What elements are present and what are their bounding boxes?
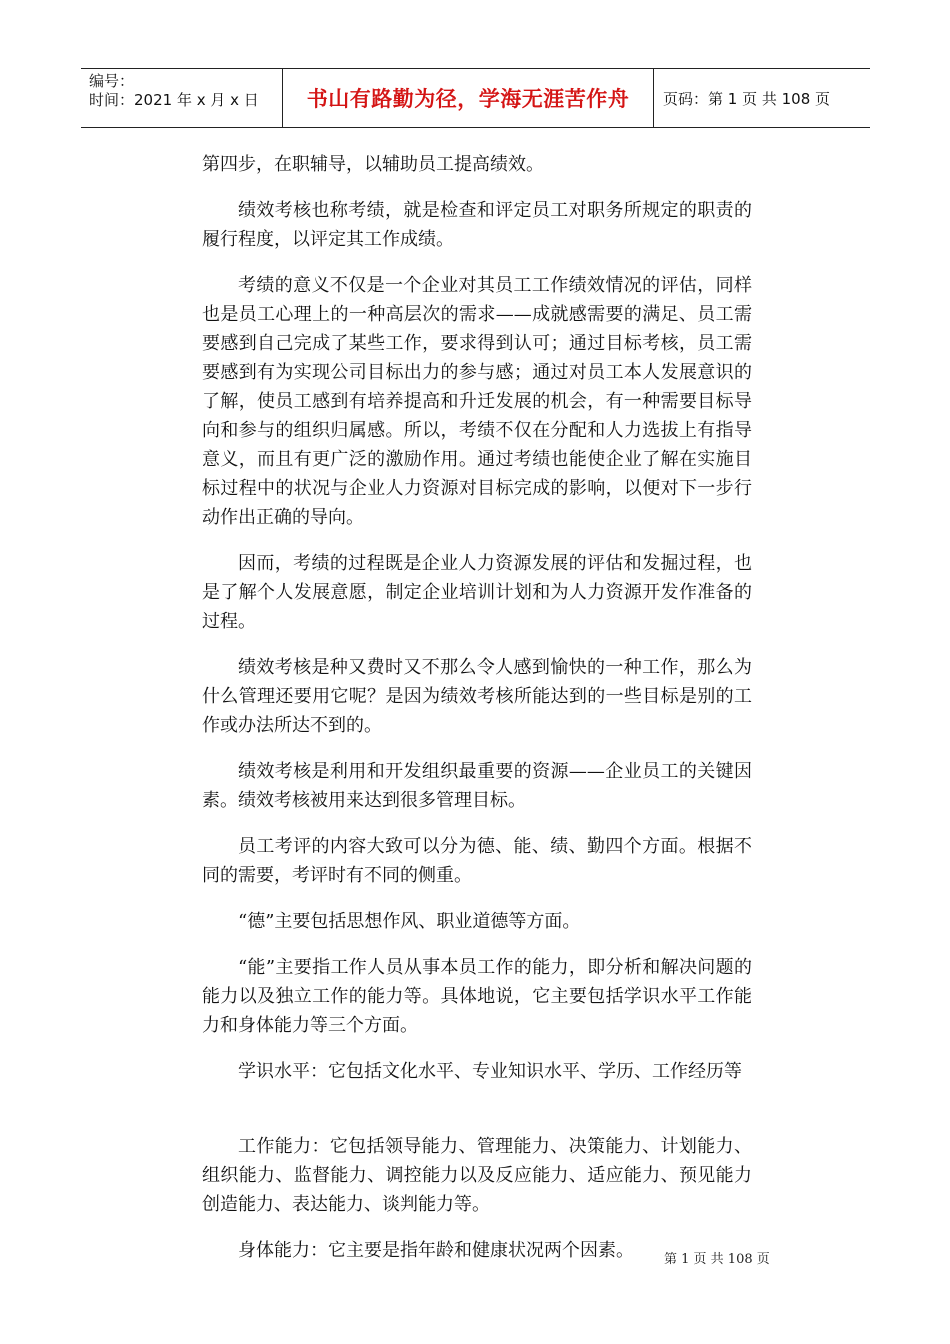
paragraph-virtue: “德”主要包括思想作风、职业道德等方面。 — [238, 911, 581, 932]
paragraph-content-aspects: 员工考评的内容大致可以分为德、能、绩、勤四个方面。根据不同的需要，考评时有不同的侧重。 — [202, 836, 752, 886]
paragraph-process: 因而，考绩的过程既是企业人力资源发展的评估和发掘过程，也是了解个人发展意愿，制定企业培训计划和为人力资源开发作准备的过程。 — [202, 553, 752, 632]
document-body — [202, 150, 752, 1282]
header-info-cell — [81, 69, 283, 127]
paragraph-physical-ability: 身体能力：它主要是指年龄和健康状况两个因素。 — [238, 1240, 634, 1261]
page-footer: 第 1 页 共 108 页 — [664, 1252, 770, 1267]
number-label: 编号： — [89, 72, 135, 90]
paragraph-key-factor: 绩效考核是利用和开发组织最重要的资源——企业员工的关键因素。绩效考核被用来达到很多管理目标。 — [202, 761, 752, 811]
paragraph-why-manage: 绩效考核是种又费时又不那么令人感到愉快的一种工作，那么为什么管理还要用它呢？是因为绩效考核所能达到的一些目标是别的工作或办法所达不到的。 — [202, 657, 752, 736]
document-header — [81, 68, 870, 128]
paragraph-knowledge-level: 学识水平：它包括文化水平、专业知识水平、学历、工作经历等 — [238, 1061, 742, 1082]
page-counter: 页码：第 1 页 共 108 页 — [663, 89, 831, 108]
time-label: 时间：2021 年 x 月 x 日 — [89, 91, 259, 109]
paragraph-definition: 绩效考核也称考绩，就是检查和评定员工对职务所规定的职责的履行程度，以评定其工作成绩。 — [202, 200, 752, 250]
paragraph-significance: 考绩的意义不仅是一个企业对其员工工作绩效情况的评估，同样也是员工心理上的一种高层次的需求——成就感需要的满足、员工需要感到自己完成了某些工作，要求得到认可；通过目标考核，员工需要感到有为实现公司目标出力的参与感；通过对员工本人发展意识的了解，使员工感到有培养提高和升迁发展的机会，有一种需要目标导向和参与的组织归属感。所以，考绩不仅在分配和人力选拔上有指导意义，而且有更广泛的激励作用。通过考绩也能使企业了解在实施目标过程中的状况与企业人力资源对目标完成的影响，以便对下一步行动作出正确的导向。 — [202, 275, 752, 528]
paragraph-work-ability: 工作能力：它包括领导能力、管理能力、决策能力、计划能力、组织能力、监督能力、调控能力以及反应能力、适应能力、预见能力创造能力、表达能力、谈判能力等。 — [202, 1136, 752, 1215]
paragraph-step-four: 第四步，在职辅导，以辅助员工提高绩效。 — [202, 154, 544, 175]
paragraph-ability: “能”主要指工作人员从事本员工作的能力，即分析和解决问题的能力以及独立工作的能力等。具体地说，它主要包括学识水平工作能力和身体能力等三个方面。 — [202, 957, 752, 1036]
motto-banner: 书山有路勤为径，学海无涯苦作舟 — [283, 69, 654, 127]
